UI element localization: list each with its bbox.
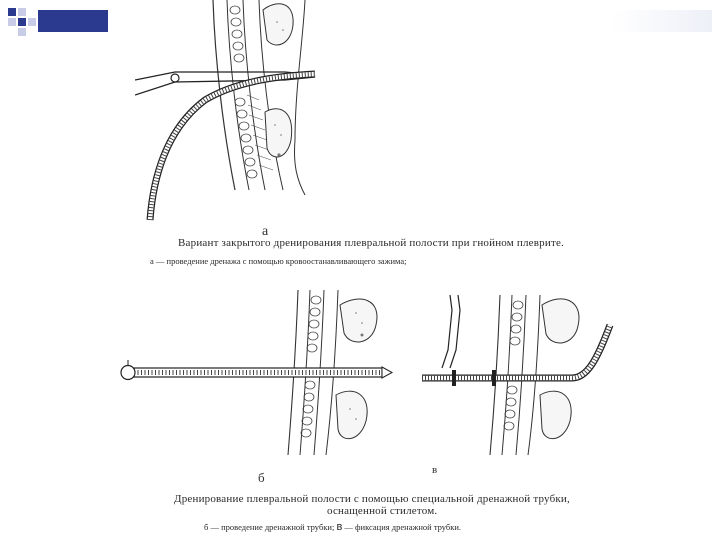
figure-b-caption-title-line1: Дренирование плевральной полости с помощью специальной дренажной трубки, [174,493,570,505]
figure-a-illustration [135,0,455,225]
figure-b-caption-title-line2: оснащенной стилетом. [327,505,438,517]
figure-c-caption-sub-text: — фиксация дренажной трубки. [344,522,462,532]
figure-b-illustration [110,285,400,460]
figure-a-caption-sub: а — проведение дренажа с помощью кровоостанавливающего зажима; [150,256,407,266]
figure-c-caption-marker: в [336,521,343,533]
figure-b-caption-sub-b-text: б — проведение дренажной трубки; [204,522,335,532]
slide-header-fade [612,10,712,32]
figure-a-label: а [262,224,269,239]
figure-c-label: в [432,464,438,476]
figure-b-caption-sub-b [204,521,461,533]
figure-a-caption-title: Вариант закрытого дренирования плевральной полости при гнойном плеврите. [178,237,564,249]
figure-b-label-left: б [258,470,265,485]
figure-c-illustration [412,290,622,460]
slide-corner-decoration [8,8,108,40]
